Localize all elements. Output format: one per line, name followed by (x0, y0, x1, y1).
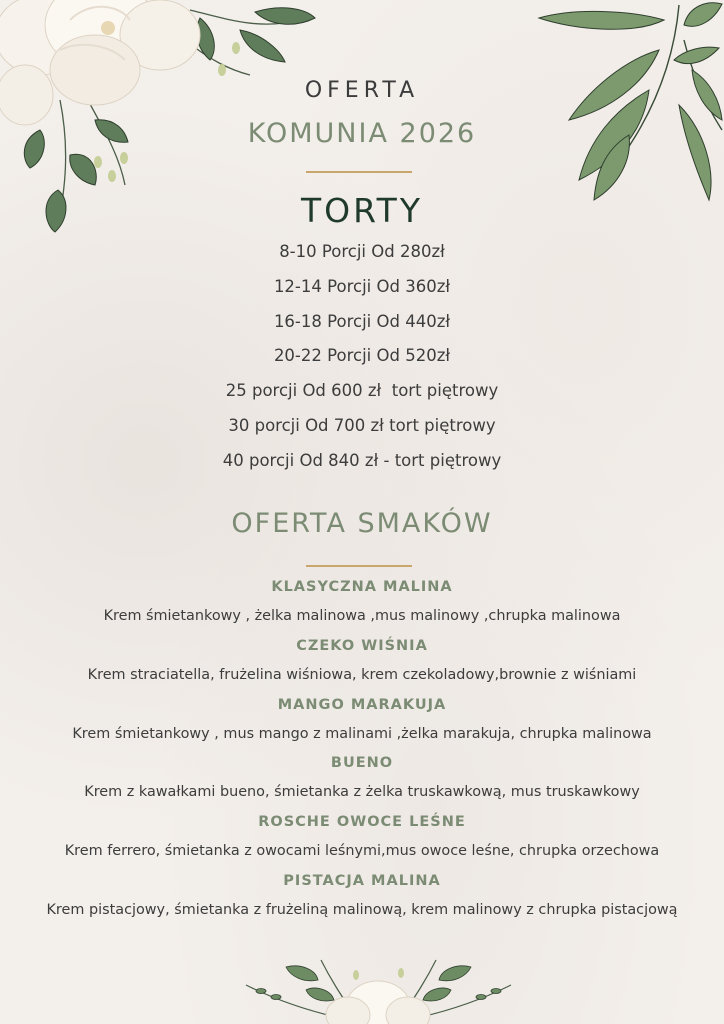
divider (306, 565, 412, 567)
flavor-item (0, 632, 724, 691)
flower-bouquet-icon (236, 955, 520, 1024)
flavor-item (0, 573, 724, 632)
divider (306, 171, 412, 173)
cakes-section-title: TORTY (301, 191, 423, 230)
flavor-item (0, 808, 724, 867)
flavor-name: KLASYCZNA MALINA (271, 579, 453, 595)
price-item: 20-22 Porcji Od 520zł (273, 346, 451, 366)
flavor-name: CZEKO WIŚNIA (296, 637, 428, 654)
price-item: 40 porcji Od 840 zł - tort piętrowy (222, 450, 502, 470)
flavor-name: PISTACJA MALINA (283, 872, 441, 889)
flavor-description: Krem śmietankowy , żelka malinowa ,mus malinowy ,chrupka malinowa (103, 608, 621, 624)
flavor-name: ROSCHE OWOCE LEŚNE (258, 814, 466, 831)
flavor-description: Krem straciatella, frużelina wiśniowa, krem czekoladowy,brownie z wiśniami (87, 666, 637, 683)
price-list (0, 235, 724, 479)
flavor-name: BUENO (330, 755, 394, 772)
price-item: 16-18 Porcji Od 440zł (273, 311, 451, 331)
flavor-description: Krem ferrero, śmietanka z owocami leśnymi,mus owoce leśne, chrupka orzechowa (64, 843, 660, 860)
flavor-name: MANGO MARAKUJA (277, 696, 447, 713)
price-item: 12-14 Porcji Od 360zł (273, 276, 451, 296)
leaf-branch-icon (534, 0, 724, 215)
flavor-item (0, 867, 724, 926)
flavor-description: Krem śmietankowy , mus mango z malinami ,żelka marakuja, chrupka malinowa (72, 725, 652, 742)
price-item: 30 porcji Od 700 zł tort piętrowy (228, 415, 496, 435)
flavor-list (0, 573, 724, 926)
flavor-description: Krem z kawałkami bueno, śmietanka z żelka truskawkową, mus truskawkowy (84, 784, 640, 801)
price-item: 25 porcji Od 600 zł tort piętrowy (225, 381, 499, 401)
flavor-description: Krem pistacjowy, śmietanka z frużeliną malinową, krem malinowy z chrupka pistacjową (46, 901, 678, 918)
flavor-item (0, 691, 724, 750)
flavors-section-title: OFERTA SMAKÓW (231, 508, 493, 539)
price-item: 8-10 Porcji Od 280zł (279, 242, 445, 261)
offer-label: OFERTA (304, 78, 420, 103)
event-title: KOMUNIA 2026 (247, 118, 477, 149)
flavor-item (0, 749, 724, 808)
